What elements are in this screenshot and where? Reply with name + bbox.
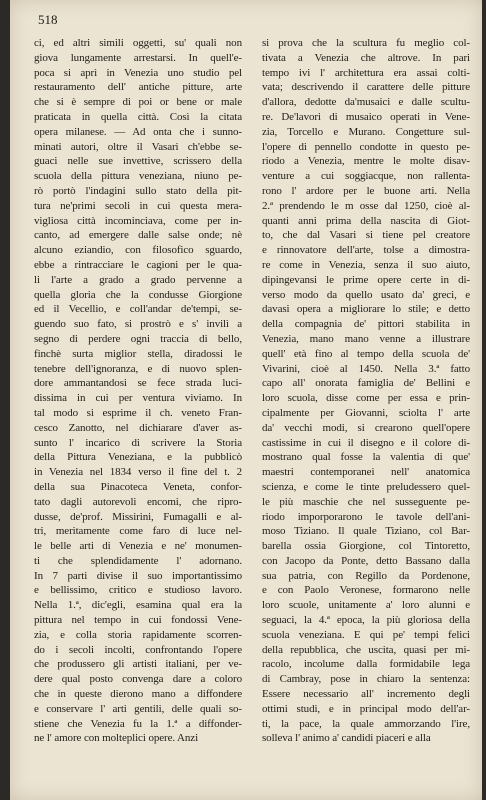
text-line: quella gloria che la condusse Giorgione (34, 288, 242, 301)
text-line: ottimi studi, e in principal modo dell'ar- (262, 702, 470, 715)
text-line: maestri contemporanei nell' anatomica (262, 466, 470, 479)
text-line: scuola veneziana. E qui pe' tempi felici (262, 628, 470, 641)
text-line: le belle arti di Venezia e ne' monumen- (34, 540, 242, 553)
text-line: finchè surta miglior stella, diradossi le (34, 347, 242, 360)
page-number: 518 (38, 12, 58, 27)
text-line: opera milanese. — Ad onta che i sunno- (34, 125, 242, 138)
text-line: zia, e colla storia rapidamente scorren- (34, 628, 242, 641)
text-line: castissime in cui il disegno e il colore di- (262, 436, 470, 449)
text-line: praticata in quella città. Così la citata (34, 110, 242, 123)
text-line: rono l' ardore per le buone arti. Nella (262, 184, 470, 197)
text-line: racolo, incolume dalla formidabile lega (262, 658, 470, 671)
text-line: guaci nelle sue invettive, scrissero della (34, 155, 242, 168)
text-line: Vivarini, cioè al 1450. Nella 3.ª fatto (262, 362, 470, 375)
text-line: moso Tiziano. Il quale Tiziano, col Bar- (262, 525, 470, 538)
text-line: della sua Pinacoteca Veneta, confor- (34, 480, 242, 493)
text-line: della Pittura Veneziana, e la pubblicò (34, 451, 242, 464)
text-line: dusse, de'prof. Missirini, Fumagalli e al- (34, 510, 242, 523)
text-line: ti che splendidamente l' adornano. (34, 554, 242, 567)
text-line: tempo ivi l' architettura era assai colti- (262, 66, 470, 79)
text-line: sua patria, con Regillo da Pordenone, (262, 569, 470, 582)
text-line: capo all' onorata famiglia de' Bellini e (262, 377, 470, 390)
text-line: della compagnia de' pittori stabilita in (262, 318, 470, 331)
text-line: li l'arte a grado a grado pervenne a (34, 273, 242, 286)
text-line: In 7 parti divise il suo importantissimo (34, 569, 242, 582)
text-line: rò portò l'indagini sullo stato della pit- (34, 184, 242, 197)
text-line: e conservare l' arti gentili, delle quali so- (34, 702, 242, 715)
text-line: vata; descrivendo il carattere delle pitture (262, 81, 470, 94)
text-line: che si è sempre di poi or bene or male (34, 96, 242, 109)
text-line: segno di perdere ogni traccia di bello, (34, 332, 242, 345)
text-line: riodo imporporarono le tavole dell'ani- (262, 510, 470, 523)
text-line: loro scuole, unitamente a' loro alunni e (262, 599, 470, 612)
text-line: dere qual posto convenga dare a coloro (34, 673, 242, 686)
left-column (34, 36, 242, 746)
text-line: seguaci, la 4.ª epoca, la più gloriosa della (262, 614, 470, 627)
text-line: riodo a Venezia, mentre le molte disav- (262, 155, 470, 168)
text-line: venture a cui soggiacque, non rallenta- (262, 170, 470, 183)
text-line: quell' età fino al tempo della scuola de' (262, 347, 470, 360)
text-line: Venezia, mano mano venne a illustrare (262, 332, 470, 345)
text-line: che in queste dierono mano a diffondere (34, 688, 242, 701)
text-line: loro scuola, disse come per essa e prin- (262, 392, 470, 405)
text-line: stiene che Venezia fu la 1.ª a diffonder- (34, 717, 242, 730)
text-line: solleva l' animo a' candidi piaceri e alla (262, 732, 431, 745)
right-column (262, 36, 470, 746)
text-line: ci, ed altri simili oggetti, su' quali non (34, 37, 242, 49)
text-line: ti, la pace, la quale ammorzando l'ire, (262, 717, 470, 730)
text-line: tenebre dell'ignoranza, e di nuovo splen- (34, 362, 242, 375)
text-line: tura ne'primi secoli in cui questa mera- (34, 199, 242, 212)
text-line: ne l' amore con molteplici opere. Anzi (34, 732, 199, 745)
text-line: ed il Vecellio, e coll'andar de'tempi, se- (34, 303, 242, 316)
text-line: ebbe a rintracciare le cagioni per le qua- (34, 258, 242, 271)
text-line: di Cambray, pose in chiaro la sentenza: (262, 673, 470, 686)
text-line: dissima in cui per ventura viviamo. In (34, 392, 242, 405)
text-line: e bellissimo, critico e studioso lavoro. (34, 584, 242, 597)
text-line: dore ammantandosi se fece strada luci- (34, 377, 242, 390)
text-line: sunto l' incarico di scrivere la Storia (34, 436, 242, 449)
text-line: restauramento dell' antiche pitture, arte (34, 81, 242, 94)
text-line: tri, meritamente come faro di luce nel- (34, 525, 242, 538)
text-line: do i secoli incolti, confrontando l'opere (34, 643, 242, 656)
text-line: da' vecchi modi, si crearono quell'opere (262, 421, 470, 434)
text-line: poca si aprì in Venezia uno studio pel (34, 66, 242, 79)
text-line: scienza, e come le tinte preludessero quel- (262, 480, 470, 493)
text-line: l'opere di pennello condotte in questo pe- (262, 140, 470, 153)
text-line: re. De'lavori di musaico operati in Vene- (262, 110, 470, 123)
text-line: mostrano qual fosse la valentia di que' (262, 451, 470, 464)
text-line: barella ossia Giorgione, col Tintoretto, (262, 540, 470, 553)
text-line: alcuno eziandio, con filosofico sguardo, (34, 244, 242, 257)
text-line: scuola della pittura veneziana, niuno pe- (34, 170, 242, 183)
text-line: della repubblica, che uscita, quasi per mi- (262, 643, 470, 656)
text-line: dipingevansi le prime opere certe in di- (262, 273, 470, 286)
text-line: in Venezia nel 1834 verso il fine del t. 2 (34, 466, 242, 479)
text-line: tivata a Venezia che altrove. In pari (262, 51, 470, 64)
text-line: e rinnovatore dell'arte, tolse a dimostra- (262, 244, 470, 257)
text-line: pittura nel tempo in cui fondossi Vene- (34, 614, 242, 627)
text-line: d'allora, dedotte da'musaici e dalle scultu- (262, 96, 470, 109)
text-line: con Jacopo da Ponte, detto Bassano dalla (262, 554, 470, 567)
text-line: re come in Venezia, senza il suo aiuto, (262, 258, 470, 271)
text-line: davasi opera a migliorare lo stile; e detto (262, 303, 470, 316)
book-page (10, 0, 482, 800)
text-line: guendo suo fato, si prostrò e s' invilì a (34, 318, 242, 331)
text-line: le più maschie che nel susseguente pe- (262, 495, 470, 508)
text-line: 2.ª prendendo le m osse dal 1250, cioè al- (262, 199, 470, 212)
text-line: to, che dal Vasari si tiene pel creatore (262, 229, 470, 242)
text-line: zia, Torcello e Murano. Congetture sul- (262, 125, 470, 138)
text-line: tato dagli autorevoli encomi, che ripro- (34, 495, 242, 508)
text-line: canto, ad emergere dalle salse onde; nè (34, 229, 242, 242)
text-line: minati autori, oltre il Vasari ch'ebbe se- (34, 140, 242, 153)
text-line: che produssero gli artisti italiani, per ve- (34, 658, 242, 671)
text-columns (34, 36, 470, 746)
text-line: vigliosa città incominciava, come per in- (34, 214, 242, 227)
text-line: Essere necessario all' incremento degli (262, 688, 470, 701)
text-line: quanti anni prima della nascita di Giot- (262, 214, 470, 227)
text-line: Nella 1.ª, dic'egli, esamina qual era la (34, 599, 242, 612)
text-line: tal modo si esprime il ch. veneto Fran- (34, 406, 242, 419)
text-line: cipalmente per Giovanni, sciolta l' arte (262, 406, 470, 419)
text-line: giova lungamente arrestarsi. In quell'e- (34, 51, 242, 64)
text-line: cesco Zanotto, nel dichiarare d'aver as- (34, 421, 242, 434)
text-line: verso modo da quello usato da' greci, e (262, 288, 470, 301)
text-line: si prova che la scultura fu meglio col- (262, 37, 470, 49)
text-line: e con Paolo Veronese, formarono nelle (262, 584, 470, 597)
